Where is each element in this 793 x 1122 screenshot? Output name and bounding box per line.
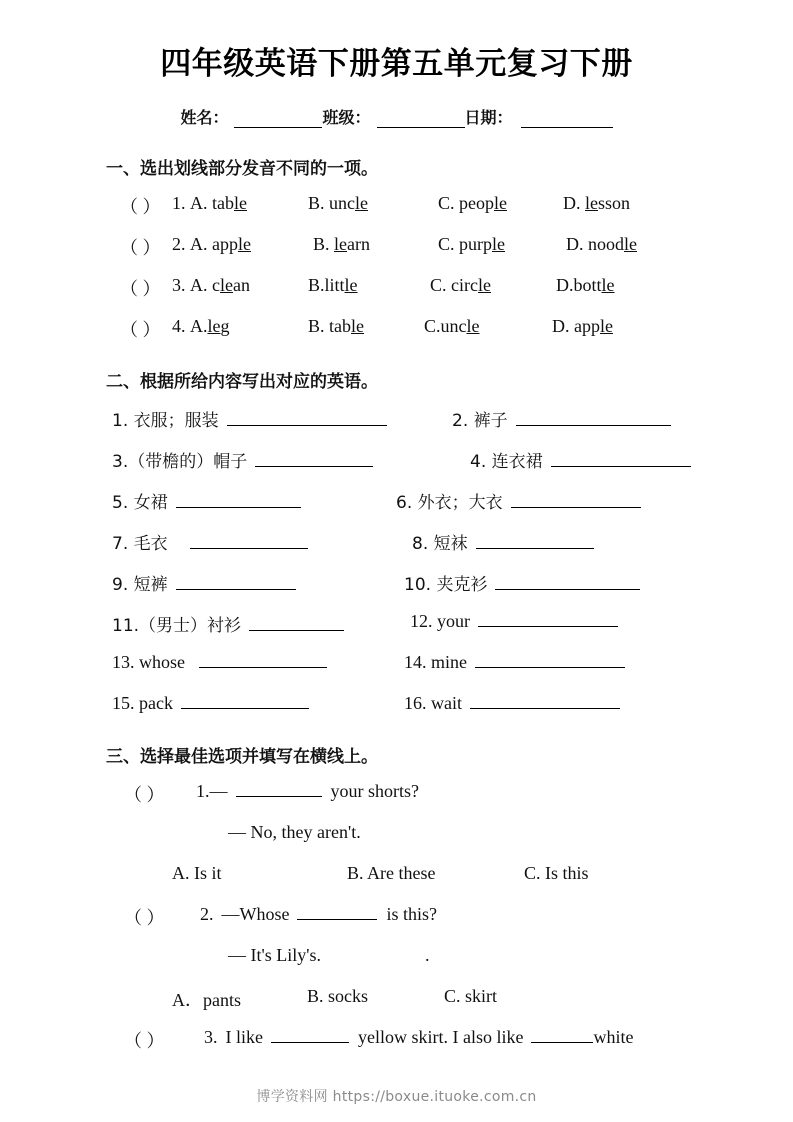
class-label: 班级： (322, 108, 371, 127)
vocab-item-3 (112, 447, 373, 472)
item-number: 4. (172, 316, 186, 336)
option-d[interactable]: D. apple (552, 316, 613, 336)
section3-q3 (0, 1027, 793, 1068)
answer-blank[interactable] (297, 904, 377, 920)
answer-blank[interactable] (470, 693, 620, 709)
option-c[interactable]: C. purple (438, 234, 505, 254)
vocab-label: 3.（带檐的）帽子 (112, 452, 248, 472)
vocab-label: 6. 外衣；大衣 (396, 493, 503, 513)
answer-blank[interactable] (531, 1027, 593, 1043)
em-dash: — (209, 781, 228, 801)
section-2-heading: 二、根据所给内容写出对应的英语。 (106, 372, 378, 392)
option-c[interactable]: C. Is this (524, 863, 589, 883)
question-tail: is this? (386, 904, 437, 924)
name-blank[interactable] (234, 113, 322, 128)
vocab-item-14 (404, 652, 625, 673)
answer-blank[interactable] (516, 410, 671, 426)
option-b[interactable]: B.little (308, 275, 358, 295)
vocab-label: 13. whose (112, 652, 185, 672)
answer-blank[interactable] (478, 611, 618, 627)
question-lead: I like (225, 1027, 263, 1047)
question-lead: —Whose (221, 904, 290, 924)
item-number: 3. (204, 1027, 218, 1047)
option-a[interactable]: A．pants (172, 990, 241, 1010)
vocab-label: 5. 女裙 (112, 493, 168, 513)
vocab-item-15 (112, 693, 309, 714)
option-c[interactable]: C. skirt (444, 986, 498, 1006)
answer-blank[interactable] (227, 410, 387, 426)
vocab-label: 2. 裤子 (452, 411, 508, 431)
section3-q2-options (0, 986, 793, 1027)
section1-row-3 (0, 275, 793, 316)
answer-blank[interactable] (176, 492, 301, 508)
section1-row-2 (0, 234, 793, 275)
vocab-item-10 (404, 570, 640, 595)
section3-q2 (0, 904, 793, 945)
option-b[interactable]: B. socks (307, 986, 369, 1006)
answer-bracket[interactable]: （ ） (124, 1031, 165, 1051)
option-d[interactable]: D. lesson (563, 193, 631, 213)
section2-row-8 (0, 693, 793, 734)
reply-text: — No, they aren't. (228, 822, 361, 842)
question-tail: your shorts? (330, 781, 419, 801)
answer-bracket[interactable]: （ ） (120, 238, 161, 258)
stray-period: . (425, 945, 430, 965)
vocab-label: 7. 毛衣 (112, 534, 168, 554)
question-text (200, 904, 437, 925)
vocab-item-8 (412, 529, 594, 554)
section3-q1-options (0, 863, 793, 904)
option-c[interactable]: C.uncle (424, 316, 480, 336)
option-a[interactable]: A. Is it (172, 863, 222, 883)
section2-row-2 (0, 447, 793, 488)
name-label: 姓名： (180, 108, 229, 127)
vocab-label: 12. your (410, 611, 470, 631)
section-1-heading: 一、选出划线部分发音不同的一项。 (106, 159, 378, 179)
answer-blank[interactable] (495, 574, 640, 590)
vocab-label: 4. 连衣裙 (470, 452, 543, 472)
answer-blank[interactable] (199, 652, 327, 668)
vocab-label: 1. 衣服；服装 (112, 411, 219, 431)
section3-q1-reply (0, 822, 793, 863)
option-b[interactable]: B. Are these (347, 863, 436, 883)
section2-row-5 (0, 570, 793, 611)
class-blank[interactable] (377, 113, 465, 128)
option-b[interactable]: B. learn (313, 234, 370, 254)
answer-bracket[interactable]: （ ） (120, 279, 161, 299)
vocab-item-12 (410, 611, 618, 632)
vocab-label: 10. 夹克衫 (404, 575, 488, 595)
vocab-label: 14. mine (404, 652, 467, 672)
answer-blank[interactable] (271, 1027, 349, 1043)
answer-blank[interactable] (255, 451, 373, 467)
answer-blank[interactable] (476, 533, 594, 549)
vocab-item-4 (470, 447, 691, 472)
question-text (196, 781, 419, 802)
option-a[interactable]: A. apple (190, 234, 251, 254)
option-d[interactable]: D. noodle (566, 234, 637, 254)
item-number: 2. (200, 904, 214, 924)
date-blank[interactable] (521, 113, 613, 128)
option-c[interactable]: C. people (438, 193, 507, 213)
vocab-item-5 (112, 488, 301, 513)
vocab-label: 11.（男士）衬衫 (112, 616, 242, 636)
answer-bracket[interactable]: （ ） (120, 197, 161, 217)
answer-bracket[interactable]: （ ） (120, 320, 161, 340)
question-text (204, 1027, 633, 1048)
question-mid: yellow skirt. I also like (358, 1027, 524, 1047)
section2-row-3 (0, 488, 793, 529)
vocab-label: 8. 短袜 (412, 534, 468, 554)
answer-blank[interactable] (181, 693, 309, 709)
item-number: 1. (196, 781, 210, 801)
vocab-item-2 (452, 406, 671, 431)
answer-bracket[interactable]: （ ） (124, 908, 165, 928)
option-b[interactable]: B. uncle (308, 193, 368, 213)
page-title: 四年级英语下册第五单元复习下册 (160, 46, 633, 82)
section2-row-1 (0, 406, 793, 447)
question-tail: white (593, 1027, 634, 1047)
section1-row-1 (0, 193, 793, 234)
vocab-label: 15. pack (112, 693, 173, 713)
section1-row-4 (0, 316, 793, 357)
vocab-item-13 (112, 652, 327, 673)
vocab-item-16 (404, 693, 620, 714)
answer-blank[interactable] (190, 533, 308, 549)
answer-blank[interactable] (511, 492, 641, 508)
item-number: 1. (172, 193, 186, 213)
vocab-item-6 (396, 488, 641, 513)
option-a[interactable]: A. table (190, 193, 247, 213)
answer-bracket[interactable]: （ ） (124, 785, 165, 805)
item-number: 3. (172, 275, 186, 295)
vocab-item-1 (112, 406, 387, 431)
vocab-item-11 (112, 611, 344, 636)
option-a[interactable]: A. clean (190, 275, 250, 295)
option-a[interactable]: A.leg (190, 316, 230, 336)
date-label: 日期： (464, 108, 513, 127)
item-number: 2. (172, 234, 186, 254)
footer-watermark: 博学资料网 https://boxue.ituoke.com.cn (256, 1089, 537, 1105)
option-d[interactable]: D.bottle (556, 275, 615, 295)
vocab-label: 16. wait (404, 693, 462, 713)
section2-row-7 (0, 652, 793, 693)
answer-blank[interactable] (176, 574, 296, 590)
answer-blank[interactable] (249, 615, 344, 631)
section3-q2-reply (0, 945, 793, 986)
reply-text: — It's Lily's. (228, 945, 321, 965)
answer-blank[interactable] (551, 451, 691, 467)
vocab-item-9 (112, 570, 296, 595)
option-c[interactable]: C. circle (430, 275, 491, 295)
vocab-label: 9. 短裤 (112, 575, 168, 595)
section2-row-6 (0, 611, 793, 652)
section3-q1 (0, 781, 793, 822)
vocab-item-7 (112, 529, 308, 554)
section2-row-4 (0, 529, 793, 570)
student-info-line (0, 105, 793, 128)
section-3-heading: 三、选择最佳选项并填写在横线上。 (106, 747, 378, 767)
option-b[interactable]: B. table (308, 316, 364, 336)
answer-blank[interactable] (236, 781, 322, 797)
answer-blank[interactable] (475, 652, 625, 668)
